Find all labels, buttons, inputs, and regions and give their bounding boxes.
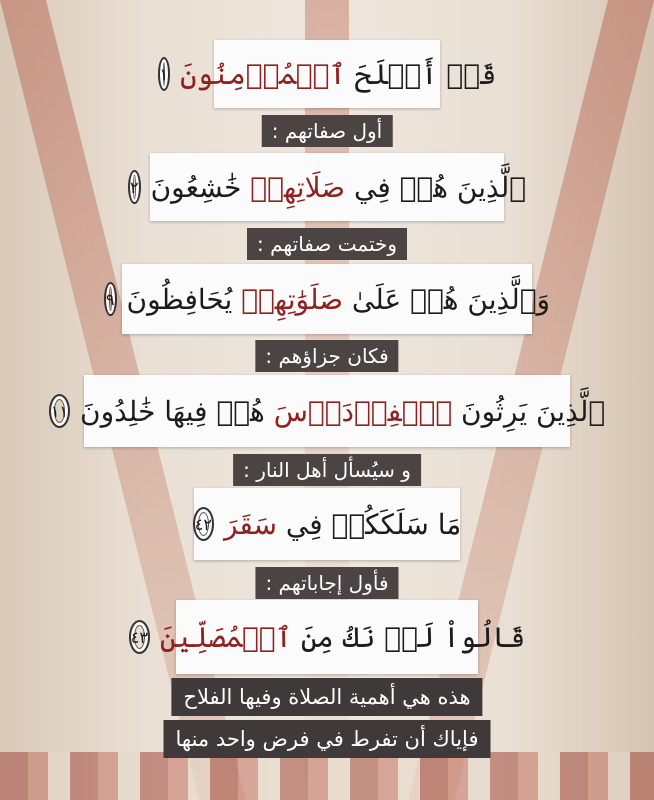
verse-text: قَالُواْ لَمۡ نَكُ مِنَ ٱلۡمُصَلِّينَ: [159, 620, 526, 654]
carpet-pattern-band: [0, 752, 654, 800]
section-label: فكان جزاؤهم :: [255, 340, 398, 372]
verse-card-2: [129, 153, 527, 221]
verse-card-3: [105, 264, 551, 334]
ayah-number-ornament: ٢: [128, 170, 141, 204]
verse-card-5: [194, 488, 460, 560]
ayah-number-ornament: ١١: [49, 394, 70, 428]
ayah-number-ornament: ٤٢: [193, 507, 214, 541]
ayah-number-ornament: ١: [158, 57, 171, 91]
section-label: وختمت صفاتهم :: [247, 228, 407, 260]
ayah-number-ornament: ٤٣: [129, 620, 150, 654]
closing-line-1: هذه هي أهمية الصلاة وفيها الفلاح: [171, 678, 482, 716]
ayah-number-ornament: ٩: [104, 282, 117, 316]
section-label: فأول إجاباتهم :: [255, 567, 398, 599]
verse-text: ٱلَّذِينَ يَرِثُونَ ٱلۡفِرۡدَوۡسَ هُمۡ فِيهَا خَٰلِدُونَ: [80, 394, 606, 428]
verse-text: وَٱلَّذِينَ هُمۡ عَلَىٰ صَلَوَٰتِهِمۡ يُحَافِظُونَ: [126, 282, 551, 316]
closing-line-2: فإياك أن تفرط في فرض واحد منها: [164, 720, 491, 758]
verse-text: مَا سَلَكَكُمۡ فِي سَقَرَ: [223, 507, 462, 541]
section-label: أول صفاتهم :: [262, 115, 393, 147]
verse-card-1: [159, 40, 497, 108]
verse-card-4: [50, 375, 606, 447]
verse-card-6: [130, 600, 526, 674]
verse-text: قَدۡ أَفۡلَحَ ٱلۡمُؤۡمِنُونَ: [180, 57, 497, 91]
verse-text: ٱلَّذِينَ هُمۡ فِي صَلَاتِهِمۡ خَٰشِعُونَ: [150, 170, 527, 204]
section-label: و سيُسأل أهل النار :: [233, 454, 421, 486]
